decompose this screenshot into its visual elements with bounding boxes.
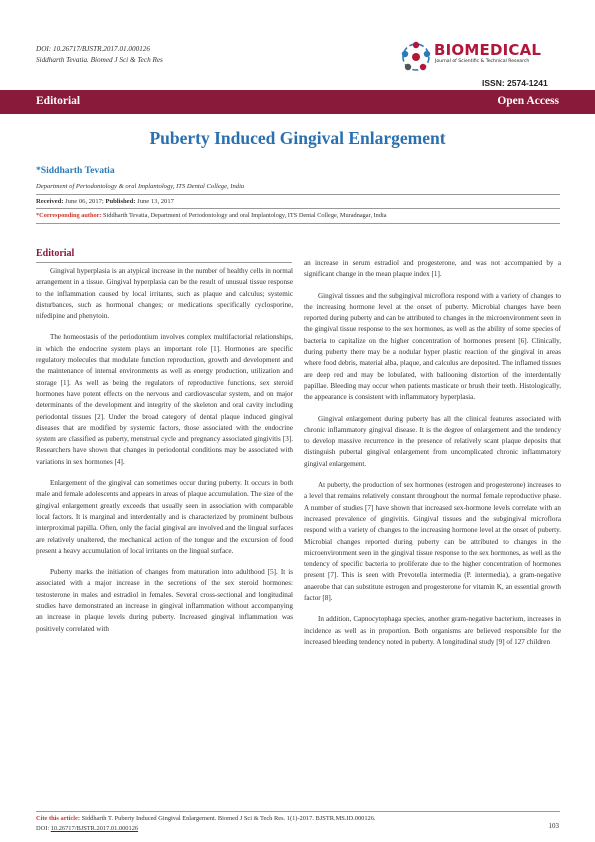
logo-subtitle: Journal of Scientific & Technical Research <box>435 59 530 64</box>
cite-label: Cite this article: <box>36 815 81 822</box>
author-name[interactable]: *Siddharth Tevatia <box>36 165 115 176</box>
paragraph-continued: an increase in serum estradiol and progesterone, and was not accompanied by a significant change in the mean plaque index [1]. <box>304 259 561 279</box>
article-dates <box>36 198 174 205</box>
paragraph: Gingival enlargement during puberty has all the clinical features associated with chronic inflammatory gingival disease. It is the degree of enlargement and the tendency to develop massive recurrence in the presence of relatively scant plaque deposits that distinguish pubertal gingival enlargement from uncomplicated chronic inflammatory gingival enlargement. <box>304 414 561 468</box>
article-type: Editorial <box>36 95 81 107</box>
logo-wordmark: BIOMEDICAL <box>434 41 542 59</box>
footer-doi-line <box>36 824 560 834</box>
citation-box <box>36 811 560 835</box>
article-title: Puberty Induced Gingival Enlargement <box>149 128 446 148</box>
footer-doi-label: DOI: <box>36 825 51 832</box>
right-column <box>304 258 561 658</box>
received-label: Received: <box>36 198 64 205</box>
received-date: June 06, 2017; <box>63 198 106 205</box>
page-number: 103 <box>548 822 559 830</box>
paragraph: Gingival hyperplasia is an atypical increase in the number of healthy cells in normal arrangement in a tissue. Gingival hyperplasia can be the result of unusual tissue response to the inflammation caused by local irritants, such as plaque and calculus; systemic disturbances, such as hormonal changes; or medications specifically cyclosporine, nifedipine and phenytoin. <box>36 267 293 321</box>
corresponding-author <box>36 212 561 219</box>
section-heading: Editorial <box>36 248 75 259</box>
issn: ISSN: 2574-1241 <box>482 78 548 88</box>
cite-text: Siddharth T. Puberty Induced Gingival Enlargement. Biomed J Sci & Tech Res. 1(1)-2017. BJSTR.MS.ID.000126. <box>80 815 376 822</box>
paragraph: Gingival tissues and the subgingival microflora respond with a variety of changes to the increasing hormone level at the onset of puberty. Microbial changes have been reported during puberty and can be attributed to changes in the microenvironment seen in the gingival tissue response to the sex hormones, as well as the ability of some species of bacteria to capitalize on the higher concentration of hormones present [6]. Clinically, during puberty there may be a nodular hyper plastic reaction of the gingival in areas where food debris, material alba, plaque, and calculus are deposited. The inflamed tissues are deep red and may be lobulated, with ballooning distortion of the interdentally papillae. Bleeding may occur when patients masticate or brush their teeth. Histologically, the appearance is consistent with inflammatory hyperplasia. <box>304 291 561 402</box>
paragraph: The homeostasis of the periodontium involves complex multifactorial relationships, in which the endocrine system plays an important role [1]. Hormones are specific regulatory molecules that modulate function reproduction, growth and development and the maintenance of internal environments as well as energy production, utilization and storage [1]. As well as being the regulators of reproductive functions, sex steroid hormones have potent effects on the nervous and cardiovascular system, and on major determinants of the development and integrity of the skeleton and oral cavity including periodontal tissues [2]. Under the broad category of dental plaque induced gingival diseases that are modified by systemic factors, those associated with the endocrine system are classified as puberty, menstrual cycle and pregnancy associated gingivitis [3]. Researchers have shown that changes in periodontal conditions may be associated with variations in sex hormones [4]. <box>36 333 293 466</box>
journal-line: Siddharth Tevatia. Biomed J Sci & Tech Res <box>36 56 163 64</box>
doi-label: DOI: <box>36 45 53 53</box>
paragraph: Enlargement of the gingival can sometimes occur during puberty. It occurs in both male and female adolescents and appears in areas of plaque accumulation. The size of the gingival enlargement greatly exceeds that usually seen in association with comparable local factors. It is marginal and interdentally and is characterized by prominent bulbous interproximal papilla. Often, only the facial gingival are involved and the lingual surfaces are relatively unaltered, the mechanical action of the tongue and the excursion of food present a heavy accumulation of local irritants on the lingual surface. <box>36 479 293 555</box>
footer-doi-link[interactable]: 10.26717/BJSTR.2017.01.000126 <box>50 825 139 832</box>
section-divider <box>36 262 292 263</box>
divider <box>36 194 560 195</box>
doi-line <box>36 44 163 55</box>
published-label: Published: <box>105 198 136 205</box>
divider <box>36 223 560 224</box>
open-access-label: Open Access <box>497 95 559 107</box>
journal-logo <box>398 37 558 77</box>
doi-link[interactable]: 10.26717/BJSTR.2017.01.000126 <box>52 45 150 53</box>
corresponding-label: *Corresponding author: <box>36 212 102 219</box>
divider <box>36 208 560 209</box>
paragraph: At puberty, the production of sex hormones (estrogen and progesterone) increases to a level that remains relatively constant throughout the normal female reproductive phase. A number of studies [7] have shown that increased sex-hormone levels correlate with an increased prevalence of gingivitis. Gingival tissues and the subgingival microflora respond with a variety of changes to the increasing hormone level at the onset of puberty. Microbial changes reported during puberty can be attributed to changes in the microenvironment seen in the gingival tissue response to the sex hormones, as well as the tendency of specific bacteria to proliferate due to the higher concentration of hormones present [7]. This is seen with Prevotella intermedia (P. intermedia), a gram-negative anaerobe that can substitute estrogen and progesterone for vitamin K, an essential growth factor [8]. <box>304 481 561 603</box>
paragraph: In addition, Capnocytophaga species, another gram-negative bacterium, increases in incidence as well as in proportion. Both organisms are believed responsible for the increased bleeding tendency noted in puberty. A longitudinal study [9] of 127 children <box>304 615 561 646</box>
corresponding-text: Siddharth Tevatia, Department of Periodontology and oral Implantology, ITS Dental College, Muradnagar, India <box>101 212 387 219</box>
paragraph: Puberty marks the initiation of changes from maturation into adulthood [5]. It is associated with a major increase in the secretions of the sex steroid hormones: testosterone in males and estradiol in females. Several cross-sectional and longitudinal studies have demonstrated an increase in gingival inflammation without accompanying an increase in plaque levels during puberty. Increased gingival inflammation was positively correlated with <box>36 568 293 633</box>
biomedical-logo-icon <box>398 39 434 75</box>
citation-line <box>36 814 526 824</box>
author-affiliation: Department of Periodontology & oral Implantology, ITS Dental College, India <box>36 183 245 190</box>
left-column <box>36 266 293 645</box>
article-type-band <box>0 90 595 114</box>
header-meta <box>36 44 163 66</box>
published-date: June 13, 2017 <box>135 198 174 205</box>
